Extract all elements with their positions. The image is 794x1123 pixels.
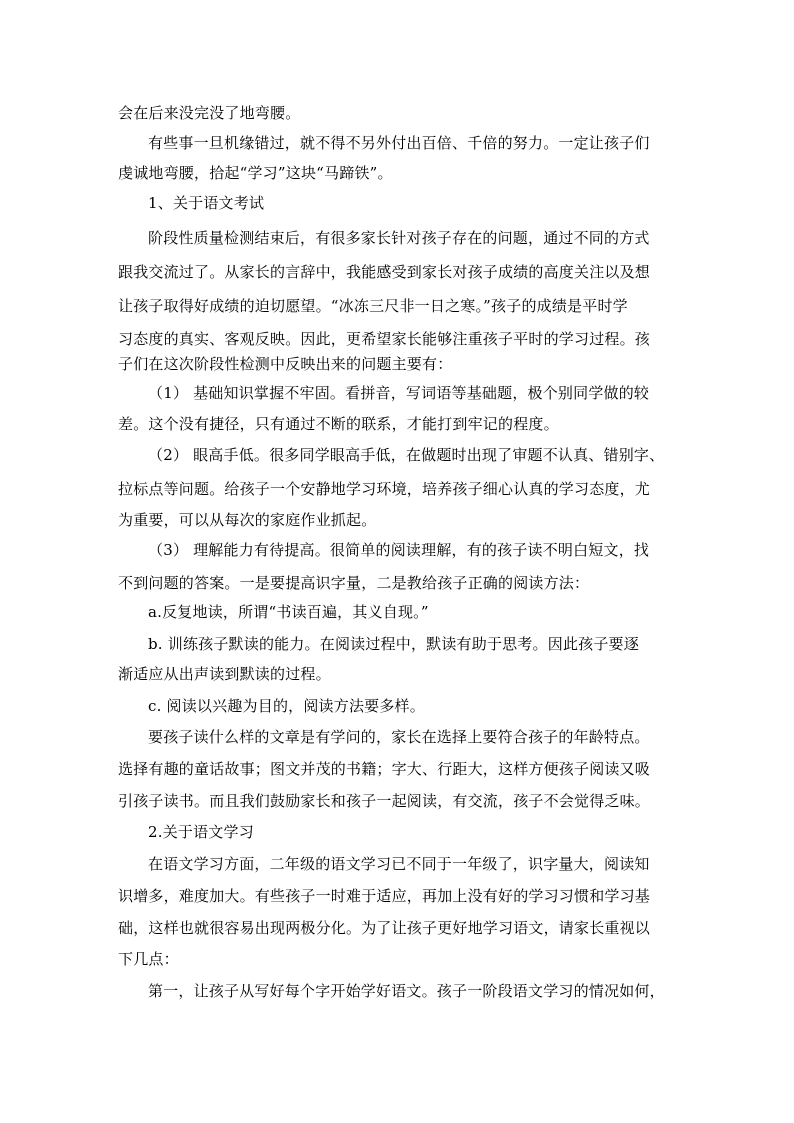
list-item: b. 训练孩子默读的能力。在阅读过程中，默读有助于思考。因此孩子要逐 — [148, 635, 639, 653]
list-item: （1） 基础知识掌握不牢固。看拼音，写词语等基础题，极个别同学做的较 — [148, 384, 650, 402]
text-line: 子们在这次阶段性检测中反映出来的问题主要有： — [118, 355, 453, 373]
text-line: 会在后来没完没了地弯腰。 — [118, 104, 301, 122]
text-line: 跟我交流过了。从家长的言辞中，我能感受到家长对孩子成绩的高度关注以及想 — [118, 263, 651, 281]
text-line: 差。这个没有捷径，只有通过不断的联系，才能打到牢记的程度。 — [118, 415, 559, 433]
section-heading: 2.关于语文学习 — [148, 823, 254, 841]
text-line: 选择有趣的童话故事；图文并茂的书籍；字大、行距大，这样方便孩子阅读又吸 — [118, 760, 651, 778]
list-item: c. 阅读以兴趣为目的，阅读方法要多样。 — [148, 697, 425, 715]
text-line: 为重要，可以从每次的家庭作业抓起。 — [118, 511, 377, 529]
text-line: 识增多，难度加大。有些孩子一时难于适应，再加上没有好的学习习惯和学习基 — [118, 887, 651, 905]
text-line: 虔诚地弯腰，拾起“学习”这块“马蹄铁”。 — [118, 164, 393, 182]
text-line: 让孩子取得好成绩的迫切愿望。“冰冻三尺非一日之寒。”孩子的成绩是平时学 — [118, 297, 628, 315]
list-item: （3） 理解能力有待提高。很简单的阅读理解，有的孩子读不明白短文，找 — [148, 541, 650, 559]
text-line: 础，这样也就很容易出现两极分化。为了让孩子更好地学习语文，请家长重视以 — [118, 919, 651, 937]
text-line: 引孩子读书。而且我们鼓励家长和孩子一起阅读，有交流，孩子不会觉得乏味。 — [118, 792, 651, 810]
text-line: 渐适应从出声读到默读的过程。 — [118, 665, 331, 683]
text-line: 下几点： — [118, 950, 179, 968]
list-item: （2） 眼高手低。很多同学眼高手低，在做题时出现了审题不认真、错别字、 — [148, 446, 665, 464]
section-heading: 1、关于语文考试 — [148, 194, 265, 212]
text-line: 不到问题的答案。一是要提高识字量，二是教给孩子正确的阅读方法： — [118, 574, 590, 592]
text-line: 阶段性质量检测结束后，有很多家长针对孩子存在的问题，通过不同的方式 — [148, 229, 650, 247]
text-line: 习态度的真实、客观反映。因此，更希望家长能够注重孩子平时的学习过程。孩 — [118, 330, 651, 348]
text-line: 第一，让孩子从写好每个字开始学好语文。孩子一阶段语文学习的情况如何， — [148, 982, 665, 1000]
list-item: a.反复地读，所谓“书读百遍，其义自现。” — [148, 603, 429, 621]
text-line: 要孩子读什么样的文章是有学问的，家长在选择上要符合孩子的年龄特点。 — [148, 728, 650, 746]
text-line: 有些事一旦机缘错过，就不得不另外付出百倍、千倍的努力。一定让孩子们 — [148, 134, 650, 152]
text-line: 在语文学习方面，二年级的语文学习已不同于一年级了，识字量大，阅读知 — [148, 855, 650, 873]
text-line: 拉标点等问题。给孩子一个安静地学习环境，培养孩子细心认真的学习态度，尤 — [118, 480, 651, 498]
